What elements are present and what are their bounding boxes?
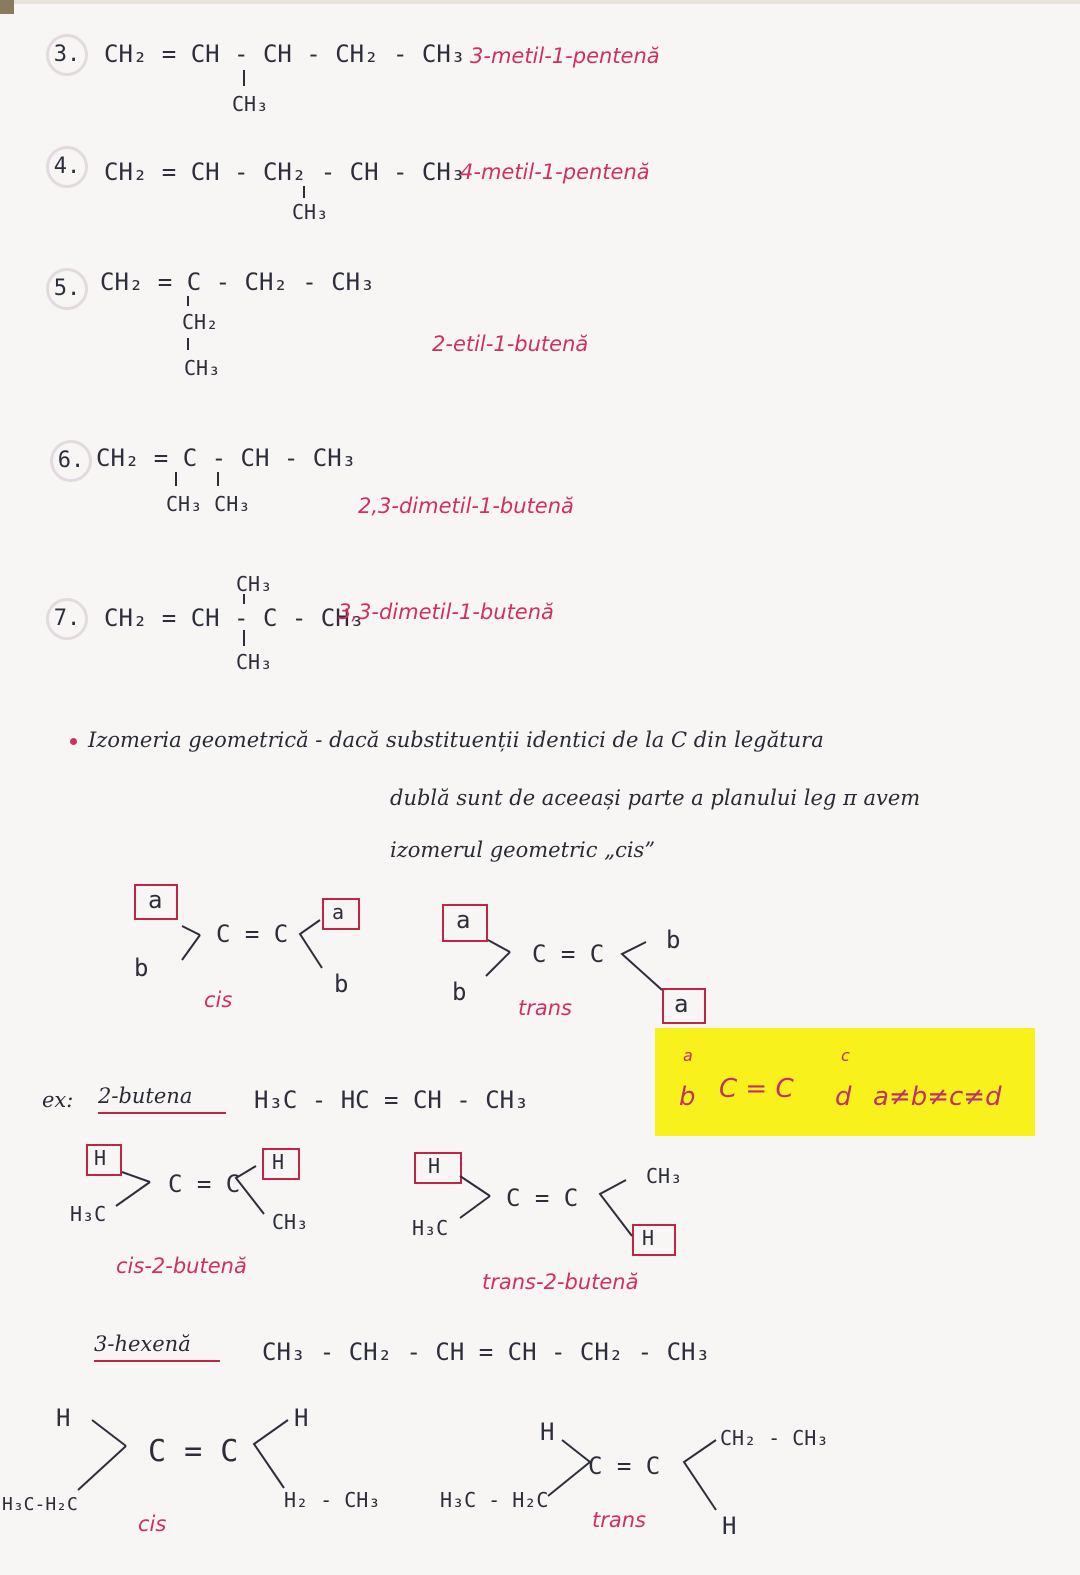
hl-condition: a≠b≠c≠d [873, 1082, 1002, 1112]
hexene-cis: cis [138, 1512, 167, 1536]
substituent-b: b [666, 926, 681, 954]
hl-core: C = C [719, 1074, 794, 1104]
formula-6: CH₂ = C - CH - CH₃ [96, 444, 357, 472]
formula-4: CH₂ = CH - CH₂ - CH - CH₃ [104, 158, 466, 186]
group-ethyl: H₃C - H₂C [440, 1488, 549, 1512]
substituent-a: a [456, 906, 471, 934]
atom-h: H [428, 1154, 441, 1178]
label-cis: cis [204, 988, 233, 1012]
theory-line-3: izomerul geometric „cis” [390, 838, 656, 862]
trans-name: trans-2-butenă [482, 1270, 639, 1294]
group-ethyl: H₂ - CH₃ [284, 1488, 381, 1512]
hl-c: c [841, 1046, 850, 1065]
formula-3: CH₂ = CH - CH - CH₂ - CH₃ [104, 40, 466, 68]
substituent-a: a [332, 900, 345, 924]
substituent-5b: CH₃ [184, 356, 221, 380]
name-5: 2-etil-1-butenă [432, 332, 589, 356]
name-4: 4-metil-1-pentenă [460, 160, 650, 184]
substituent-7-top: CH₃ [236, 572, 273, 596]
group-ch3: CH₃ [646, 1164, 683, 1188]
group-ch3: CH₃ [272, 1210, 309, 1234]
example-label: ex: [42, 1088, 74, 1112]
substituent-7: CH₃ [236, 650, 273, 674]
double-bond-trans: C = C [532, 940, 605, 968]
theory-line-1: Izomeria geometrică - dacă substituenții identici de la C din legătura [88, 728, 824, 752]
atom-h: H [642, 1226, 655, 1250]
cis-name: cis-2-butenă [116, 1254, 247, 1278]
double-bond: C = C [588, 1452, 661, 1480]
substituent-a: a [674, 990, 689, 1018]
label-trans: trans [518, 996, 572, 1020]
atom-h: H [722, 1512, 737, 1540]
substituent-b: b [334, 970, 349, 998]
substituent-b: b [452, 978, 467, 1006]
double-bond: C = C [148, 1434, 239, 1469]
substituent-3: CH₃ [232, 92, 269, 116]
atom-h: H [272, 1150, 285, 1174]
atom-h: H [56, 1404, 71, 1432]
group-h3c: H₃C [70, 1202, 107, 1226]
formula-7: CH₂ = CH - C - CH₃ [104, 604, 365, 632]
hexene-trans: trans [592, 1508, 646, 1532]
formula-5: CH₂ = C - CH₂ - CH₃ [100, 268, 375, 296]
item-number: 5. [46, 268, 88, 310]
example-formula: H₃C - HC = CH - CH₃ [254, 1086, 529, 1114]
atom-h: H [94, 1146, 107, 1170]
double-bond: C = C [168, 1170, 241, 1198]
item-number: 7. [46, 598, 88, 640]
name-7: 3,3-dimetil-1-butenă [338, 600, 554, 624]
double-bond: C = C [506, 1184, 579, 1212]
item-number: 6. [50, 440, 92, 482]
atom-h: H [294, 1404, 309, 1432]
item-number: 4. [46, 146, 88, 188]
example-name: 2-butena [98, 1084, 193, 1108]
substituent-b: b [134, 954, 149, 982]
hexene-name: 3-hexenă [94, 1332, 191, 1356]
hl-d: d [835, 1082, 852, 1112]
hl-a: a [683, 1046, 693, 1065]
substituent-6: CH₃ CH₃ [166, 492, 251, 516]
substituent-4: CH₃ [292, 200, 329, 224]
group-ethyl: CH₂ - CH₃ [720, 1426, 829, 1450]
name-3: 3-metil-1-pentenă [470, 44, 660, 68]
name-6: 2,3-dimetil-1-butenă [358, 494, 574, 518]
item-number: 3. [46, 34, 88, 76]
group-h3c: H₃C [412, 1216, 449, 1240]
atom-h: H [540, 1418, 555, 1446]
hexene-formula: CH₃ - CH₂ - CH = CH - CH₂ - CH₃ [262, 1338, 710, 1366]
substituent-a: a [148, 886, 163, 914]
substituent-5a: CH₂ [182, 310, 219, 334]
group-ethyl: H₃C-H₂C [2, 1494, 78, 1515]
double-bond-cis: C = C [216, 920, 289, 948]
theory-line-2: dublă sunt de aceeași parte a planului leg π avem [390, 786, 921, 810]
hl-b: b [679, 1082, 696, 1112]
